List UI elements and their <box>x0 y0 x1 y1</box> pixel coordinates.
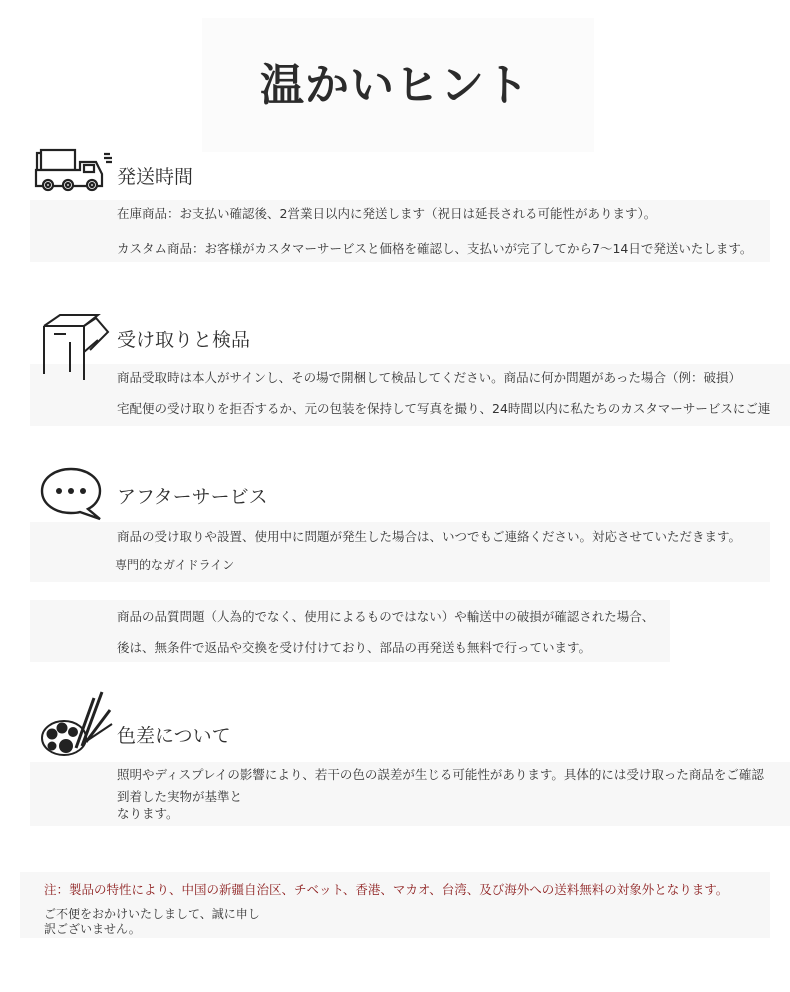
chat-bubble-icon <box>40 466 106 522</box>
after-service-line-2: 商品の品質問題（人為的でなく、使用によるものではない）や輸送中の破損が確認された場合、 <box>117 609 655 624</box>
receipt-line-1: 商品受取時は本人がサインし、その場で開梱して検品してください。商品に何か問題があった場合（例：破損） <box>117 370 742 385</box>
color-tail-2: なります。 <box>117 806 179 821</box>
after-service-line-3: 後は、無条件で返品や交換を受け付けており、部品の再発送も無料で行っています。 <box>117 640 592 655</box>
section-title-after-service: アフターサービス <box>117 486 268 508</box>
palette-icon <box>40 690 116 760</box>
box-icon <box>40 312 112 382</box>
color-line-1: 照明やディスプレイの影響により、若干の色の誤差が生じる可能性があります。具体的には受け取った商品をご確認 <box>117 767 764 782</box>
guideline-label: 専門的なガイドライン <box>115 558 235 572</box>
truck-icon <box>34 148 114 194</box>
shipping-line-1: 在庫商品：お支払い確認後、2営業日以内に発送します（祝日は延長される可能性があります）。 <box>117 206 657 221</box>
apology-line-2: 訳ございません。 <box>44 922 141 936</box>
color-tail-1: 到着した実物が基準と <box>117 789 243 804</box>
receipt-line-2: 宅配便の受け取りを拒否するか、元の包装を保持して写真を撮り、24時間以内に私たちのカスタマーサービスにご連 <box>117 401 771 416</box>
page-title: 温かいヒント <box>260 60 530 111</box>
after-service-line-1: 商品の受け取りや設置、使用中に問題が発生した場合は、いつでもご連絡ください。対応させていただきます。 <box>117 529 742 544</box>
apology-line-1: ご不便をおかけいたしまして、誠に申し <box>44 907 260 921</box>
section-title-receipt: 受け取りと検品 <box>117 329 251 351</box>
shipping-exclusion-notice: 注：製品の特性により、中国の新疆自治区、チベット、香港、マカオ、台湾、及び海外への送料無料の対象外となります。 <box>44 882 729 897</box>
section-title-shipping: 発送時間 <box>117 166 194 188</box>
section-title-color-difference: 色差について <box>117 725 231 747</box>
shipping-line-2: カスタム商品：お客様がカスタマーサービスと価格を確認し、支払いが完了してから7～14日で発送いたします。 <box>117 241 753 256</box>
